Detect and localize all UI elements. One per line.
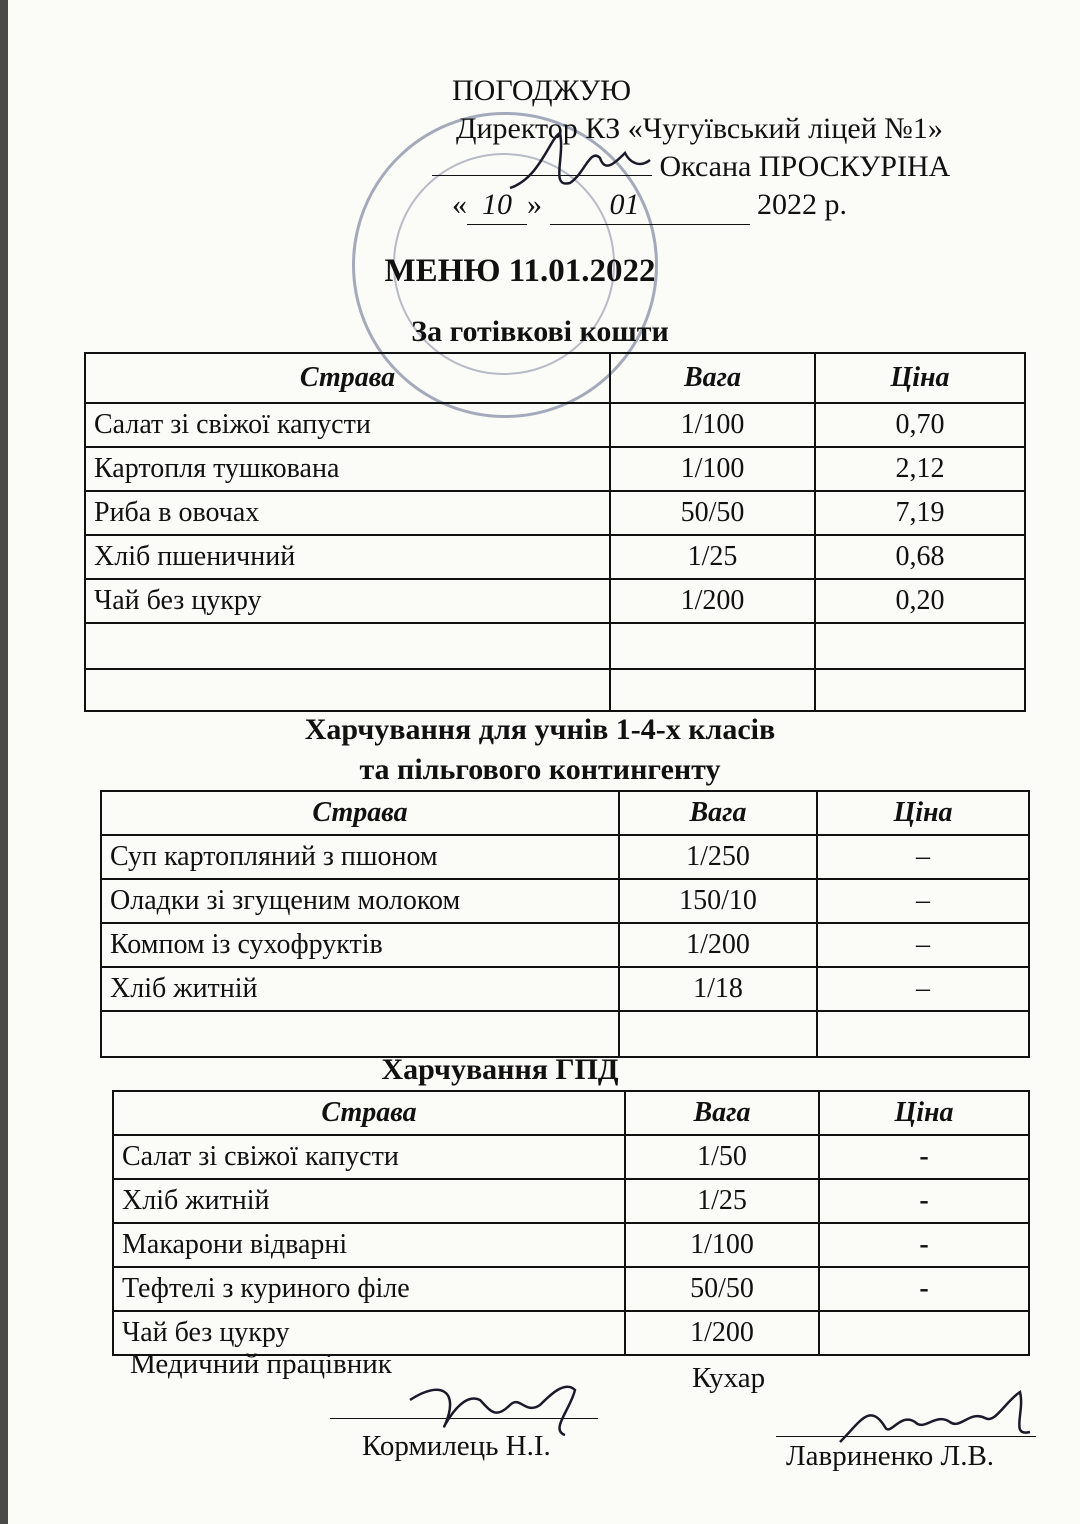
- table-row: [101, 879, 1029, 923]
- cell-price: –: [817, 879, 1029, 923]
- cell-dish: Риба в овочах: [85, 491, 610, 535]
- table-row: [101, 1011, 1029, 1057]
- table-row: [85, 669, 1025, 711]
- cell-weight: 1/25: [610, 535, 815, 579]
- cell-weight: 1/200: [610, 579, 815, 623]
- cell-price: -: [819, 1135, 1029, 1179]
- table-row: [85, 579, 1025, 623]
- cell-weight: 1/100: [610, 403, 815, 447]
- table-row: [85, 447, 1025, 491]
- cell-price: 0,70: [815, 403, 1025, 447]
- cell-dish: Салат зі свіжої капусти: [85, 403, 610, 447]
- table-row: [85, 535, 1025, 579]
- cell-weight: 1/200: [619, 923, 817, 967]
- header-weight: Вага: [610, 353, 815, 403]
- table-header-row: [101, 791, 1029, 835]
- gpd-menu-table: [112, 1090, 1030, 1356]
- cell-dish: Макарони відварні: [113, 1223, 625, 1267]
- header-price: Ціна: [817, 791, 1029, 835]
- approval-director: Директор КЗ «Чугуївський ліцей №1»: [456, 112, 943, 145]
- cell-dish: Картопля тушкована: [85, 447, 610, 491]
- approval-heading: ПОГОДЖУЮ: [452, 74, 632, 107]
- table-row: [101, 967, 1029, 1011]
- table-row: [101, 835, 1029, 879]
- cell-price: -: [819, 1223, 1029, 1267]
- section-primary-title-2: та пільгового контингенту: [359, 753, 721, 786]
- cell-dish: Компом із сухофруктів: [101, 923, 619, 967]
- section-cash-title: За готівкові кошти: [411, 315, 669, 348]
- date-open-quote: «: [452, 188, 467, 221]
- medic-role: Медичний працівник: [130, 1348, 392, 1380]
- cell-price: -: [819, 1267, 1029, 1311]
- cell-dish: Хліб пшеничний: [85, 535, 610, 579]
- approval-director-name: Оксана ПРОСКУРІНА: [659, 150, 951, 183]
- cell-price: [819, 1311, 1029, 1355]
- cell-weight: 1/50: [625, 1135, 819, 1179]
- cell-price: –: [817, 967, 1029, 1011]
- table-row: [113, 1223, 1029, 1267]
- director-signature: [500, 118, 660, 208]
- cell-dish: Чай без цукру: [85, 579, 610, 623]
- cell-price: 0,68: [815, 535, 1025, 579]
- cell-dish: Оладки зі згущеним молоком: [101, 879, 619, 923]
- table-row: [113, 1179, 1029, 1223]
- page-title: МЕНЮ 11.01.2022: [384, 253, 656, 289]
- cell-dish: Тефтелі з куриного філе: [113, 1267, 625, 1311]
- cell-dish: [101, 1011, 619, 1057]
- table-row: [85, 491, 1025, 535]
- table-row: [85, 623, 1025, 669]
- cell-weight: 150/10: [619, 879, 817, 923]
- cell-weight: 50/50: [610, 491, 815, 535]
- header-dish: Страва: [85, 353, 610, 403]
- date-close-quote: »: [527, 188, 542, 221]
- cell-price: -: [819, 1179, 1029, 1223]
- cook-role: Кухар: [692, 1362, 766, 1394]
- cell-dish: Хліб житній: [113, 1179, 625, 1223]
- cell-dish: [85, 669, 610, 711]
- cell-price: 0,20: [815, 579, 1025, 623]
- cell-price: [817, 1011, 1029, 1057]
- medic-name: Кормилець Н.І.: [362, 1430, 551, 1462]
- cell-dish: Хліб житній: [101, 967, 619, 1011]
- table-row: [113, 1135, 1029, 1179]
- cell-dish: Салат зі свіжої капусти: [113, 1135, 625, 1179]
- header-price: Ціна: [819, 1091, 1029, 1135]
- cell-price: –: [817, 835, 1029, 879]
- cash-menu-table: [84, 352, 1026, 712]
- cell-price: 7,19: [815, 491, 1025, 535]
- cell-weight: 1/100: [610, 447, 815, 491]
- date-year: 2022 р.: [757, 188, 847, 221]
- date-day: 10: [467, 186, 527, 225]
- header-weight: Вага: [625, 1091, 819, 1135]
- cell-price: 2,12: [815, 447, 1025, 491]
- section-primary-title-1: Харчування для учнів 1-4-х класів: [304, 713, 776, 746]
- table-row: [113, 1267, 1029, 1311]
- cell-dish: [85, 623, 610, 669]
- cell-price: [815, 669, 1025, 711]
- cell-weight: [610, 669, 815, 711]
- cell-weight: 1/250: [619, 835, 817, 879]
- section-gpd-title: Харчування ГПД: [381, 1053, 619, 1086]
- primary-menu-table: [100, 790, 1030, 1058]
- header-dish: Страва: [113, 1091, 625, 1135]
- cell-weight: 50/50: [625, 1267, 819, 1311]
- table-row: [85, 403, 1025, 447]
- table-header-row: [85, 353, 1025, 403]
- date-month: 01: [550, 186, 750, 225]
- cell-price: [815, 623, 1025, 669]
- cell-weight: [610, 623, 815, 669]
- cell-weight: 1/200: [625, 1311, 819, 1355]
- table-header-row: [113, 1091, 1029, 1135]
- cell-weight: [619, 1011, 817, 1057]
- cell-weight: 1/18: [619, 967, 817, 1011]
- table-row: [101, 923, 1029, 967]
- header-price: Ціна: [815, 353, 1025, 403]
- header-dish: Страва: [101, 791, 619, 835]
- cell-price: –: [817, 923, 1029, 967]
- cell-dish: Чай без цукру: [113, 1311, 625, 1355]
- header-weight: Вага: [619, 791, 817, 835]
- cook-name: Лавриненко Л.В.: [786, 1440, 995, 1472]
- cell-weight: 1/25: [625, 1179, 819, 1223]
- cell-weight: 1/100: [625, 1223, 819, 1267]
- cell-dish: Суп картопляний з пшоном: [101, 835, 619, 879]
